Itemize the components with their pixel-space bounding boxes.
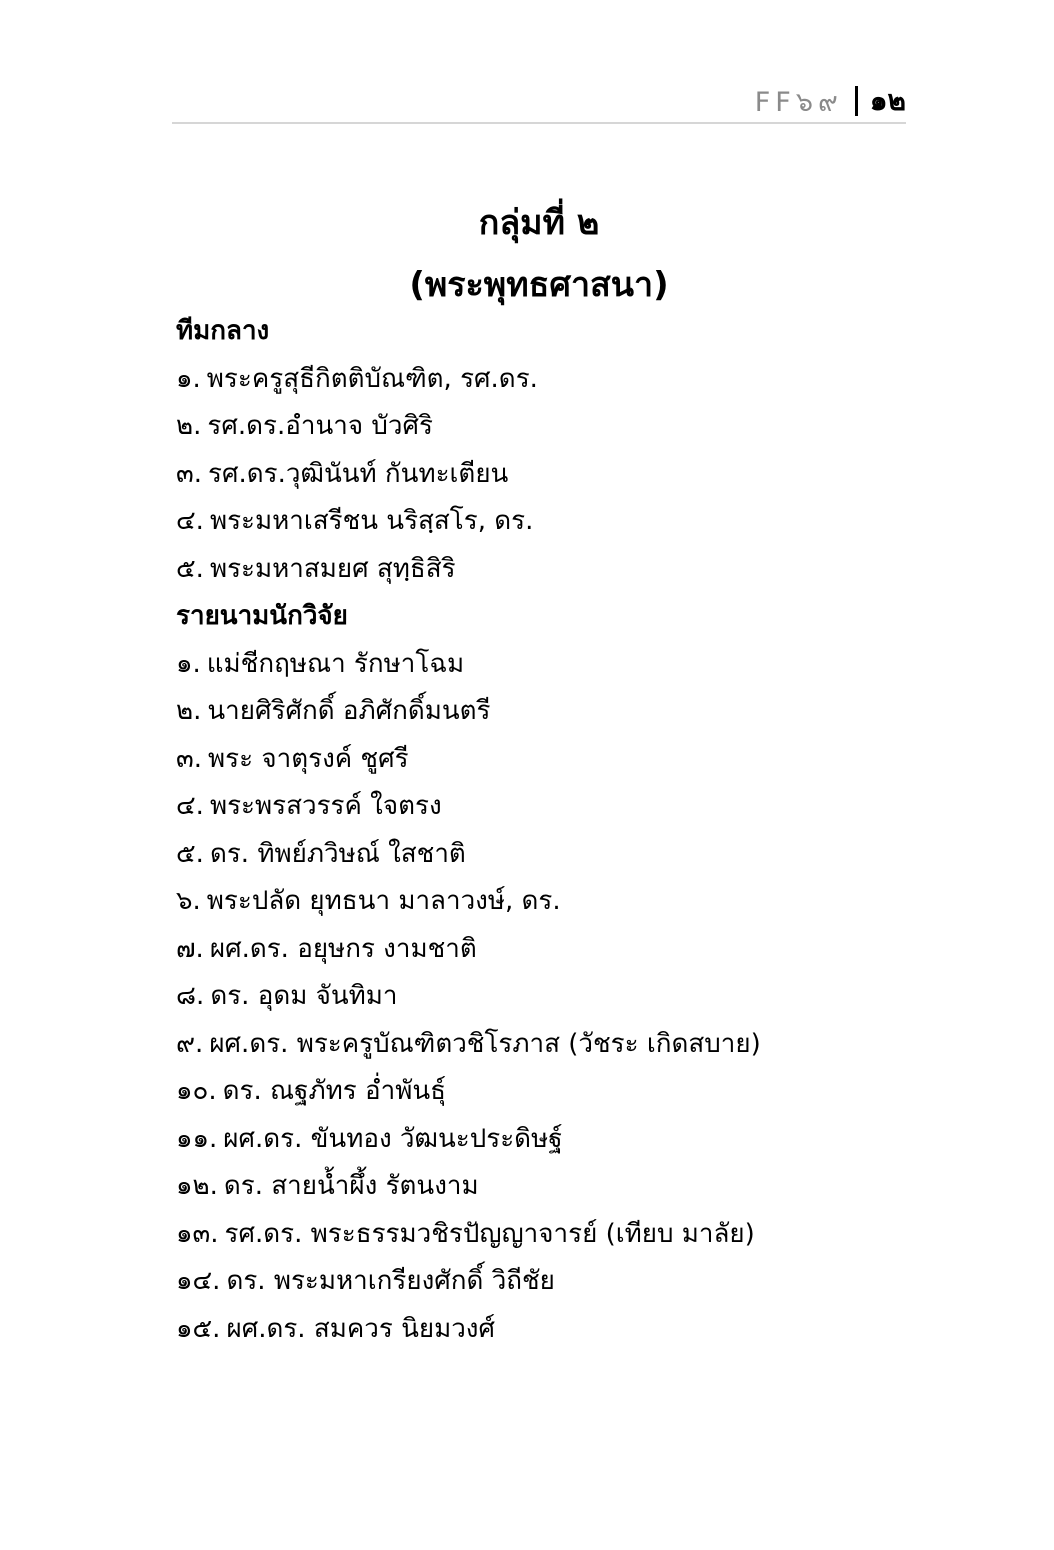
item-name: รศ.ดร.วุฒินันท์ กันทะเตียน [208,458,509,489]
item-name: พระพรสวรรค์ ใจตรง [209,791,442,821]
item-number: ๘. [176,981,205,1011]
item-number: ๕. [176,838,204,869]
item-name: พระ จาตุรงค์ ชูศรี [208,743,409,774]
list-item [176,1068,906,1116]
page-number: ๑๒ [869,84,906,117]
list-item [176,641,906,689]
list-item [176,1163,906,1211]
item-name: พระมหาเสรีชน นริสฺสโร, ดร. [209,506,534,536]
item-name: พระปลัด ยุทธนา มาลาวงษ์, ดร. [206,886,561,916]
item-number: ๖. [176,886,201,916]
item-name: ดร. พระมหาเกรียงศักดิ์ วิถีชัย [226,1266,555,1296]
item-name: ผศ.ดร. ขันทอง วัฒนะประดิษฐ์ [223,1123,563,1154]
list-item [176,878,906,926]
researcher-list [176,641,906,1354]
item-name: ผศ.ดร. อยุษกร งามชาติ [209,933,477,964]
core-team-list [176,356,906,594]
list-item [176,546,906,594]
list-item [176,1258,906,1306]
item-number: ๒. [176,696,202,726]
page-header [172,76,906,124]
item-number: ๕. [176,553,204,584]
item-number: ๙. [176,1028,204,1059]
item-name: พระครูสุธีกิตติบัณฑิต, รศ.ดร. [206,363,538,394]
list-item [176,831,906,879]
list-item [176,403,906,451]
list-item [176,451,906,499]
list-item [176,783,906,831]
item-number: ๑๕. [176,1313,221,1344]
item-number: ๒. [176,411,202,441]
item-name: ดร. ทิพย์ภวิษณ์ ใสชาติ [209,838,466,869]
item-name: ดร. สายน้ำผึ้ง รัตนงาม [223,1171,479,1201]
list-item [176,736,906,784]
item-name: ดร. ณฐภัทร อ่ำพันธุ์ [222,1076,446,1106]
header-right [755,82,906,120]
title-block [172,192,906,316]
list-item [176,926,906,974]
item-number: ๑๒. [176,1171,218,1201]
item-name: ผศ.ดร. พระครูบัณฑิตวชิโรภาส (วัชระ เกิดสบาย) [209,1028,761,1059]
item-name: รศ.ดร. พระธรรมวชิรปัญญาจารย์ (เทียบ มาลัย) [224,1218,755,1249]
item-name: นายศิริศักดิ์ อภิศักดิ์มนตรี [207,696,491,726]
item-number: ๓. [176,458,203,489]
item-number: ๓. [176,743,203,774]
content [176,308,906,1353]
item-number: ๑. [176,363,201,394]
document-code: FF๖๙ [754,86,843,118]
item-number: ๔. [176,506,204,536]
list-item [176,498,906,546]
section-heading-core-team: ทีมกลาง [176,316,270,346]
section-heading-researchers: รายนามนักวิจัย [176,601,348,631]
item-number: ๔. [176,791,204,821]
header-divider [855,86,858,116]
item-number: ๑๔. [176,1266,221,1296]
list-item [176,973,906,1021]
item-number: ๗. [176,933,204,964]
list-item [176,356,906,404]
list-item [176,1306,906,1354]
group-title: กลุ่มที่ ๒ [478,203,600,243]
item-name: รศ.ดร.อำนาจ บัวศิริ [207,411,433,441]
item-number: ๑. [176,648,201,679]
item-name: ผศ.ดร. สมควร นิยมวงศ์ [226,1313,496,1344]
list-item [176,1211,906,1259]
list-item [176,1116,906,1164]
item-name: แม่ชีกฤษณา รักษาโฉม [206,648,465,679]
item-number: ๑๑. [176,1123,218,1154]
item-name: ดร. อุดม จันทิมา [210,981,398,1011]
group-subtitle: (พระพุทธศาสนา) [409,265,669,305]
list-item [176,1021,906,1069]
item-number: ๑๐. [176,1076,217,1106]
item-name: พระมหาสมยศ สุทฺธิสิริ [209,553,456,584]
list-item [176,688,906,736]
item-number: ๑๓. [176,1218,219,1249]
